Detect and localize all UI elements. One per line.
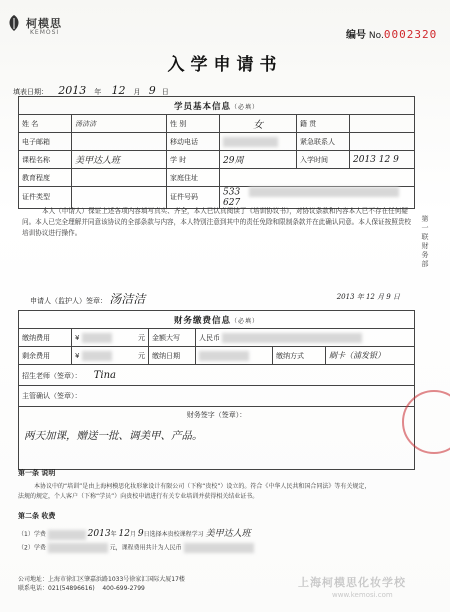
hours-label: 学 时 (167, 151, 220, 169)
applicant-sign-row: 申请人（监护人）签章： 汤洁洁 2013 年 12 月 9 日 (30, 292, 400, 306)
education-label: 教育程度 (19, 169, 72, 187)
hours-value[interactable]: 29周 (220, 151, 297, 169)
start-label: 入学时间 (297, 151, 350, 169)
student-info-table (18, 96, 415, 209)
origin-label: 籍 贯 (297, 115, 350, 133)
watermark-school-name: 上海柯模思化妆学校 (298, 576, 406, 589)
finance-notes-cell (19, 407, 415, 470)
pay-method-label: 缴纳方式 (273, 347, 326, 365)
fill-date: 填表日期： 2013 年 12 月 9 日 (13, 84, 169, 97)
terms-section2-line2: （2）学费 元，课程费用共计为人民币 (18, 543, 418, 554)
id-no-value[interactable]: 533 627 (220, 187, 415, 209)
address-value[interactable] (220, 169, 415, 187)
name-label: 姓 名 (19, 115, 72, 133)
gender-value[interactable]: 女 (220, 115, 297, 133)
page-title: 入学申请书 (167, 55, 283, 75)
brand-name: 柯模思 (26, 17, 62, 30)
terms-section2-line1: （1）学费 2013年 12月 9日选择本贵校课程学习 美甲达人班 (18, 529, 251, 539)
sign-date: 2013 年 12 月 9 日 (336, 293, 400, 301)
student-section-title: 学员基本信息（必填） (19, 97, 415, 115)
id-type-label: 证件类型 (19, 187, 72, 209)
mobile-label: 移动电话 (167, 133, 220, 151)
mobile-value[interactable] (220, 133, 297, 151)
leaf-logo-icon (6, 14, 22, 32)
enroll-staff-row: 招生老师（签章）： Tina (19, 365, 415, 386)
paid-label: 缴纳费用 (19, 329, 72, 347)
finance-section-title: 财务缴费信息（必填） (19, 311, 415, 329)
terms-section1-text-2: 法规的规定，个人客户（下称“学员”）向贵校申请进行有关专业培训并获得相关结业证书。 (18, 493, 259, 500)
emergency-label: 紧急联系人 (297, 133, 350, 151)
amount-caps-value[interactable]: 人民币 (196, 329, 415, 347)
remaining-label: 剩余费用 (19, 347, 72, 365)
terms-section1-text: 本协议中的“培训”是由上海柯模思化妆形象设计有限公司（下称“贵校”）设立的。符合《中华人民共和国合同法》等有关规定， (34, 483, 371, 490)
start-value[interactable]: 2013 12 9 (350, 151, 415, 169)
course-value[interactable]: 美甲达人班 (72, 151, 167, 169)
id-no-label: 证件号码 (167, 187, 220, 209)
name-value[interactable]: 汤洁洁 (72, 115, 167, 133)
email-value[interactable] (72, 133, 167, 151)
amount-caps-label: 金额大写 (149, 329, 196, 347)
pay-date-label: 缴纳日期 (149, 347, 196, 365)
brand-subtitle: KEMOSI (30, 29, 60, 36)
terms-section1-title: 第一条 说明 (18, 469, 56, 477)
finance-sign-label: 财务签字（签章）： (186, 411, 247, 419)
serial-number: 编号 No.0002320 (346, 28, 438, 41)
agreement-text: 本人（申请人）保证上述各项内容填写真实、齐全，本人已认真阅读了《培训协议书》，对协议条款和内容本人已不存在任何疑问。本人已完全理解并同意该协议的全部条款与内容，本人特别注意到其中的责任免除和限制条款并在此确认同意。本人保证按照贵校培训协议进行操作。 (22, 207, 412, 237)
finance-note-handwritten[interactable]: 两天加课，赠送一批、调美甲、产品。 (24, 430, 203, 442)
gender-label: 性 别 (167, 115, 220, 133)
supervisor-row: 主管确认（签章）： (19, 386, 415, 407)
course-label: 课程名称 (19, 151, 72, 169)
pay-method-value[interactable]: 刷卡（浦发银） (326, 347, 415, 365)
email-label: 电子邮箱 (19, 133, 72, 151)
remaining-value[interactable]: ¥ 元 (72, 347, 149, 365)
emergency-value[interactable] (350, 133, 415, 151)
enroll-staff-signature[interactable]: Tina (93, 369, 117, 381)
education-value[interactable] (72, 169, 167, 187)
finance-table (18, 310, 415, 470)
pay-date-value[interactable] (196, 347, 273, 365)
company-address: 公司地址：上海市徐汇区肇嘉浜路1033号徐家汇国际大厦17楼 联系电话：021(54896616) 400-699-2799 (18, 576, 185, 592)
id-type-value[interactable] (72, 187, 167, 209)
origin-value[interactable] (350, 115, 415, 133)
applicant-signature[interactable]: 汤洁洁 (109, 292, 146, 306)
terms-section2-title: 第二条 收费 (18, 512, 56, 520)
terms-section (18, 468, 418, 554)
address-label: 家庭住址 (167, 169, 220, 187)
watermark-url: www.kemosi.com (332, 591, 393, 599)
side-tab-finance: 第一联 财务部 (421, 215, 429, 268)
paid-value[interactable]: ¥ 元 (72, 329, 149, 347)
